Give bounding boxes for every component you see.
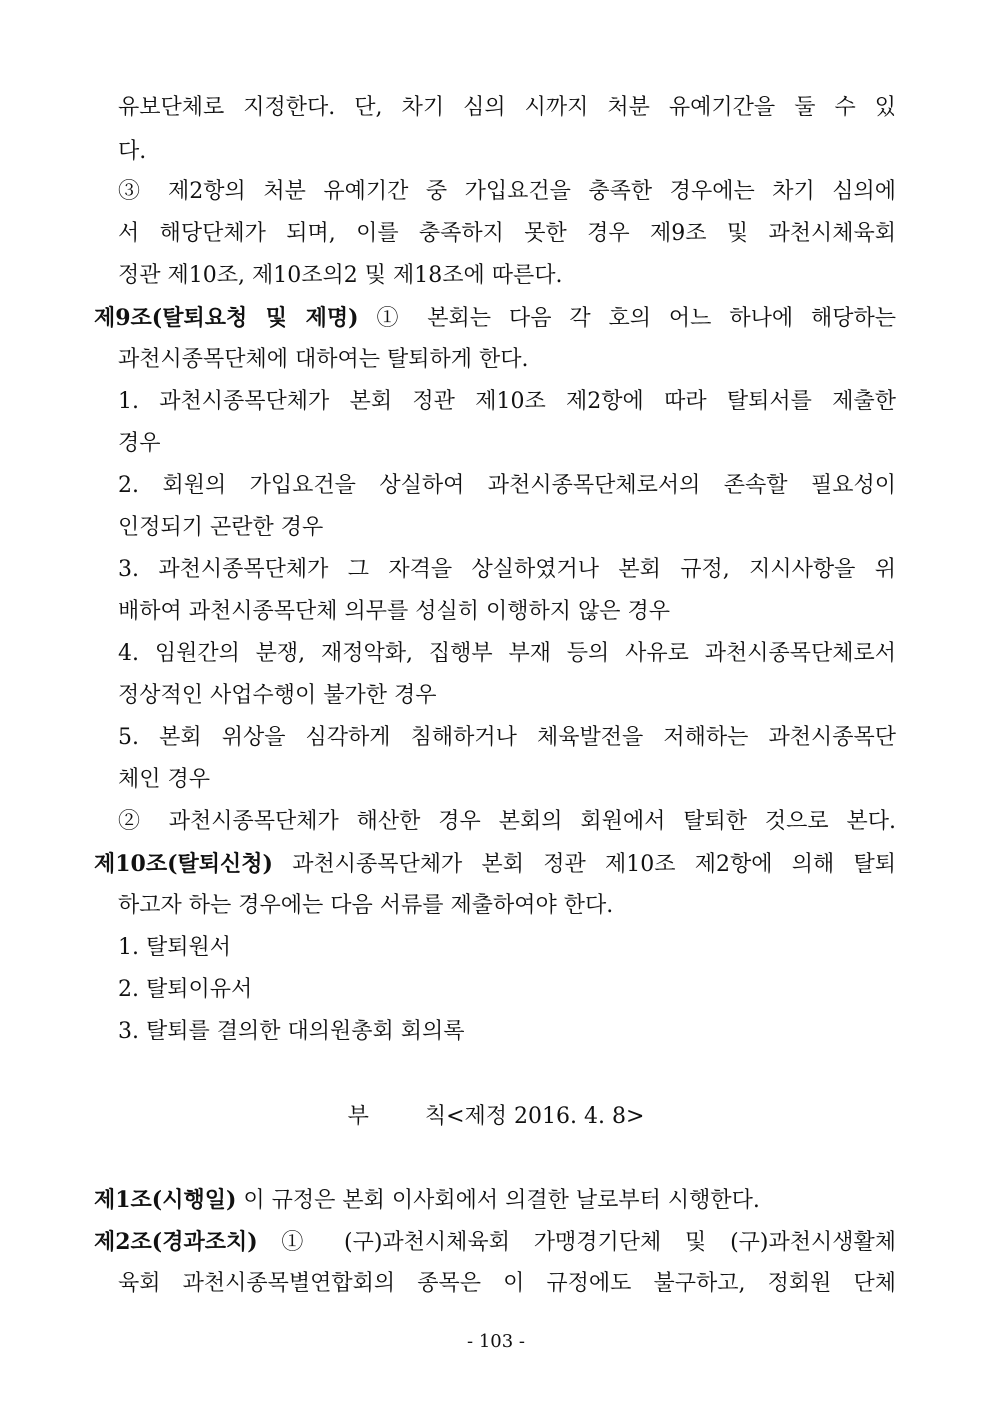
supplementary-label-a: 부 [347, 1104, 369, 1129]
list-item: 2. 탈퇴이유서 [118, 977, 253, 1002]
text-line: ③ 제2항의 처분 유예기간 중 가입요건을 충족한 경우에는 차기 심의에 [118, 179, 896, 204]
article-9-heading [94, 303, 896, 334]
list-item: 3. 과천시종목단체가 그 자격을 상실하였거나 본회 규정, 지시사항을 위 [118, 557, 896, 582]
text-line: 서 해당단체가 되며, 이를 충족하지 못한 경우 제9조 및 과천시체육회 [118, 221, 896, 246]
page-number: - 103 - [467, 1331, 525, 1352]
text-line: 다. [118, 139, 147, 164]
text-line: 육회 과천시종목별연합회의 종목은 이 규정에도 불구하고, 정회원 단체 [118, 1271, 896, 1296]
supp-article-2 [94, 1227, 896, 1258]
list-item: 1. 과천시종목단체가 본회 정관 제10조 제2항에 따라 탈퇴서를 제출한 [118, 389, 896, 414]
list-item: 4. 임원간의 분쟁, 재정악화, 집행부 부재 등의 사유로 과천시종목단체로서 [118, 641, 896, 666]
list-item: 5. 본회 위상을 심각하게 침해하거나 체육발전을 저해하는 과천시종목단 [118, 725, 896, 750]
article-text: 이 규정은 본회 이사회에서 의결한 날로부터 시행한다. [236, 1188, 760, 1213]
text-line: 과천시종목단체에 대하여는 탈퇴하게 한다. [118, 347, 529, 372]
list-item: 2. 회원의 가입요건을 상실하여 과천시종목단체로서의 존속할 필요성이 [118, 473, 896, 498]
text-line: ② 과천시종목단체가 해산한 경우 본회의 회원에서 탈퇴한 것으로 본다. [118, 809, 896, 834]
list-item-cont: 정상적인 사업수행이 불가한 경우 [118, 683, 437, 708]
article-title: 제10조(탈퇴신청) [94, 851, 273, 877]
list-item-cont: 인정되기 곤란한 경우 [118, 515, 324, 540]
article-10-heading [94, 849, 896, 880]
text-line: 정관 제10조, 제10조의2 및 제18조에 따른다. [118, 263, 563, 288]
list-item: 3. 탈퇴를 결의한 대의원총회 회의록 [118, 1019, 465, 1044]
article-title: 제1조(시행일) [94, 1187, 237, 1213]
article-title: 제9조(탈퇴요청 및 제명) [94, 305, 359, 331]
supp-article-1 [94, 1185, 896, 1216]
list-item-cont: 체인 경우 [118, 767, 211, 792]
supplementary-heading [0, 1102, 992, 1132]
text-line: 하고자 하는 경우에는 다음 서류를 제출하여야 한다. [118, 893, 614, 918]
article-title: 제2조(경과조치) [94, 1229, 258, 1255]
article-text: ① (구)과천시체육회 가맹경기단체 및 (구)과천시생활체 [257, 1230, 896, 1255]
article-text: 과천시종목단체가 본회 정관 제10조 제2항에 의해 탈퇴 [272, 852, 896, 877]
list-item: 1. 탈퇴원서 [118, 935, 231, 960]
list-item-cont: 배하여 과천시종목단체 의무를 성실히 이행하지 않은 경우 [118, 599, 671, 624]
list-item-cont: 경우 [118, 431, 161, 456]
text-line: 유보단체로 지정한다. 단, 차기 심의 시까지 처분 유예기간을 둘 수 있 [118, 95, 896, 120]
supplementary-label-b: 칙<제정 2016. 4. 8> [424, 1104, 645, 1129]
article-text: ① 본회는 다음 각 호의 어느 하나에 해당하는 [358, 306, 896, 331]
